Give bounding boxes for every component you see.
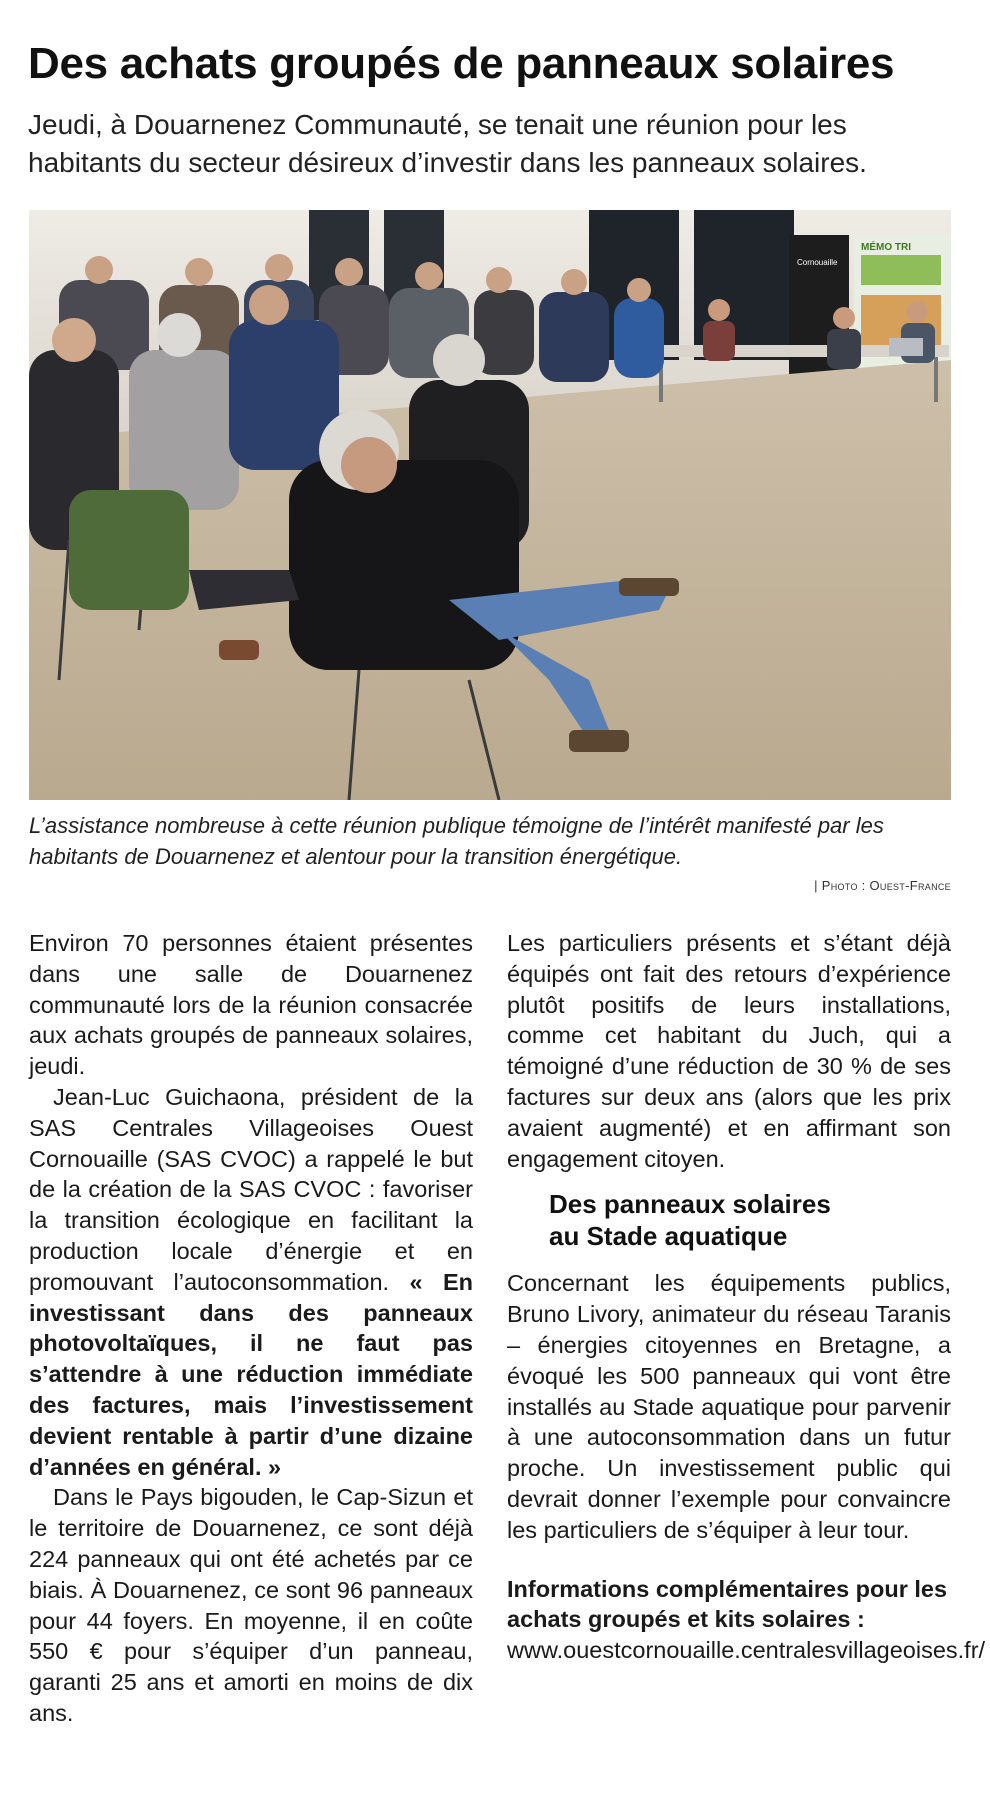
article-column-right bbox=[507, 928, 986, 1666]
photo-credit bbox=[814, 878, 951, 893]
credit-source: Ouest-France bbox=[869, 878, 951, 893]
info-url[interactable]: www.ouestcornouaille.centralesvillageoises.fr/ bbox=[507, 1637, 986, 1664]
article-column-left bbox=[29, 928, 473, 1729]
paragraph-4: Les particuliers présents et s’étant déjà équipés ont fait des retours d’expérience plutôt positifs de leurs installations, comme cet habitant du Juch, qui a témoigné d’une réduction de 30 % de ses factures sur deux ans (alors que les prix avaient augmenté) et en affirmant son engagement citoyen. bbox=[507, 930, 951, 1172]
article-headline: Des achats groupés de panneaux solaires bbox=[28, 39, 895, 88]
subheading-line-1: Des panneaux solaires bbox=[549, 1189, 831, 1220]
poster-text: MÉMO TRI bbox=[861, 242, 911, 253]
info-title: Informations complémentaires pour les achats groupés et kits solaires : bbox=[507, 1575, 948, 1633]
paragraph-2-text: Jean-Luc Guichaona, président de la SAS Centrales Villageoises Ouest Cornouaille (SAS CVOC) a rappelé le but de la création de la SAS CVOC : favoriser la transition écologique en facilitant la production locale d’énergie et en promouvant l’autoconsommation. bbox=[29, 1083, 473, 1295]
credit-prefix: | Photo : bbox=[814, 878, 870, 893]
subheading-line-2: au Stade aquatique bbox=[549, 1221, 788, 1252]
paragraph-3: Dans le Pays bigouden, le Cap-Sizun et le territoire de Douarnenez, ce sont déjà 224 panneaux qui ont été achetés par ce biais. À Douarnenez, ce sont 96 panneaux pour 44 foyers. En moyenne, il en coûte 550 € pour s’équiper d’un panneau, garanti 25 ans et amorti en moins de dix ans. bbox=[29, 1484, 473, 1726]
paragraph-5: Concernant les équipements publics, Bruno Livory, animateur du réseau Taranis – énergies citoyennes en Bretagne, a évoqué les 500 panneaux qui vont être installés au Stade aquatique pour parvenir à une autoconsommation dans un futur proche. Un investissement public qui devrait donner l’exemple pour convaincre les particuliers de s’équiper à leur tour. bbox=[507, 1270, 951, 1543]
article-photo bbox=[29, 210, 951, 800]
paragraph-2-quote: « En investissant dans des panneaux photovoltaïques, il ne faut pas s’attendre à une réduction immédiate des factures, mais l’investissement devient rentable à partir d’une dizaine d’années en général. » bbox=[29, 1268, 473, 1480]
article-subheading bbox=[549, 1188, 951, 1252]
meeting-room-photo bbox=[29, 210, 951, 800]
photo-caption: L’assistance nombreuse à cette réunion publique témoigne de l’intérêt manifesté par les habitants de Douarnenez et alentour pour la transition énergétique. bbox=[29, 813, 884, 869]
paragraph-1: Environ 70 personnes étaient présentes dans une salle de Douarnenez communauté lors de la réunion consacrée aux achats groupés de panneaux solaires, jeudi. bbox=[29, 930, 473, 1080]
article-lead: Jeudi, à Douarnenez Communauté, se tenait une réunion pour les habitants du secteur désireux d’investir dans les panneaux solaires. bbox=[28, 109, 867, 178]
info-box bbox=[507, 1574, 986, 1666]
poster-text-2: Cornouaille bbox=[797, 258, 838, 267]
paragraph-2 bbox=[29, 1082, 473, 1482]
